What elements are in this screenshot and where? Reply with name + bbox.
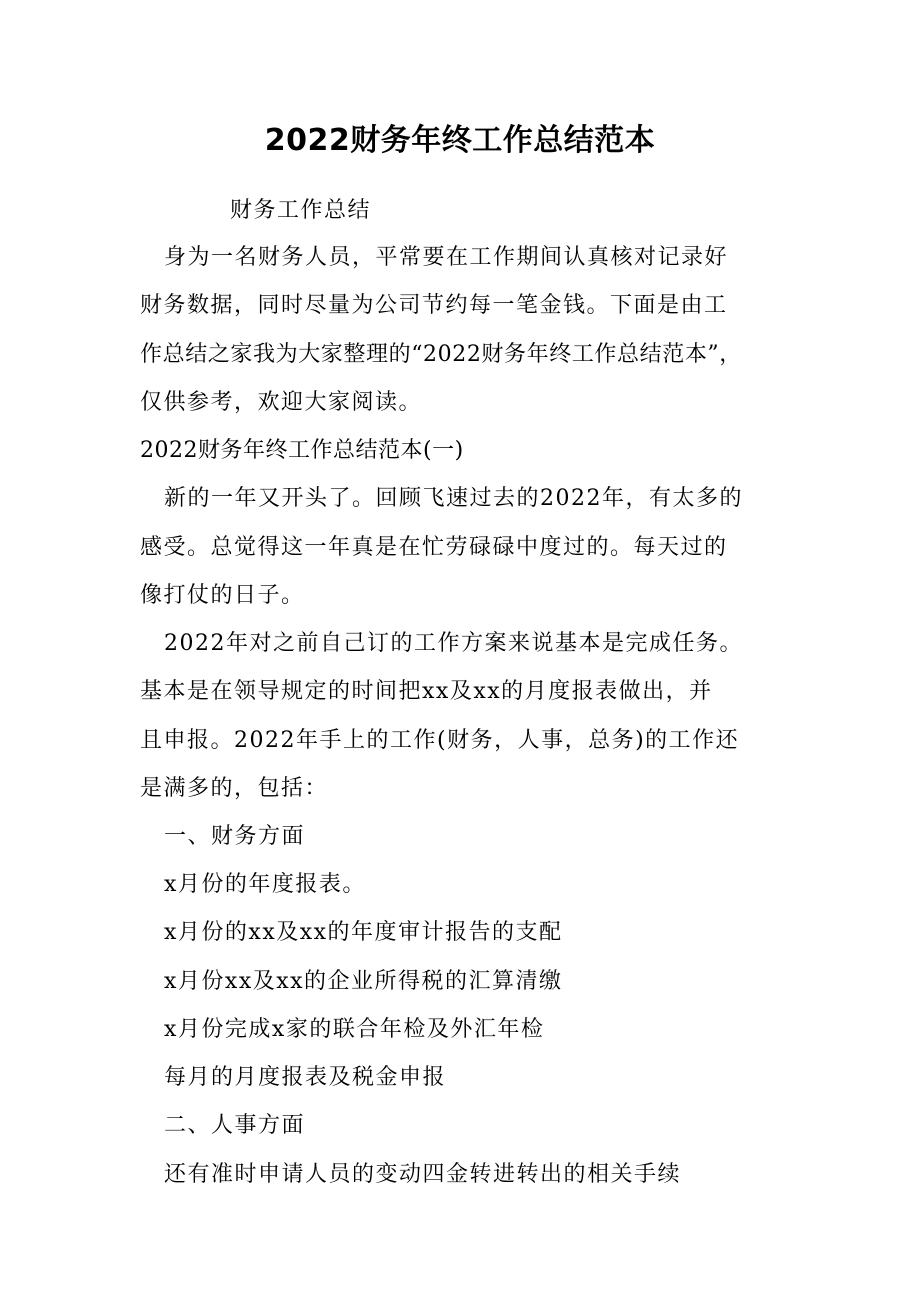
paragraph-line: 仅供参考，欢迎大家阅读。 (140, 390, 423, 415)
section-heading: 财务工作总结 (230, 198, 372, 223)
list-heading: 二、人事方面 (164, 1113, 306, 1138)
paragraph-line: 是满多的，包括： (140, 776, 329, 801)
paragraph-line: 身为一名财务人员，平常要在工作期间认真核对记录好 (164, 245, 729, 270)
list-item: x月份xx及xx的企业所得税的汇算清缴 (164, 969, 563, 994)
document-title: 2022财务年终工作总结范本 (264, 123, 656, 158)
paragraph-line: 作总结之家我为大家整理的“2022财务年终工作总结范本”， (140, 342, 742, 367)
list-item: x月份的xx及xx的年度审计报告的支配 (164, 920, 563, 945)
paragraph-line: 且申报。2022年手上的工作(财务，人事，总务)的工作还 (140, 728, 740, 753)
paragraph-line: 基本是在领导规定的时间把xx及xx的月度报表做出，并 (140, 679, 713, 704)
list-item: x月份的年度报表。 (164, 872, 366, 897)
list-heading: 一、财务方面 (164, 824, 306, 849)
list-item: x月份完成x家的联合年检及外汇年检 (164, 1017, 545, 1042)
paragraph-line: 感受。总觉得这一年真是在忙劳碌碌中度过的。每天过的 (140, 535, 728, 560)
paragraph-line: 2022年对之前自己订的工作方案来说基本是完成任务。 (164, 631, 743, 656)
paragraph-line: 新的一年又开头了。回顾飞速过去的2022年，有太多的 (164, 486, 743, 511)
paragraph-line: 像打仗的日子。 (140, 583, 305, 608)
paragraph-line: 财务数据，同时尽量为公司节约每一笔金钱。下面是由工 (140, 293, 728, 318)
section-heading: 2022财务年终工作总结范本(一) (140, 438, 464, 463)
list-item: 还有准时申请人员的变动四金转进转出的相关手续 (164, 1162, 682, 1187)
list-item: 每月的月度报表及税金申报 (164, 1065, 447, 1090)
